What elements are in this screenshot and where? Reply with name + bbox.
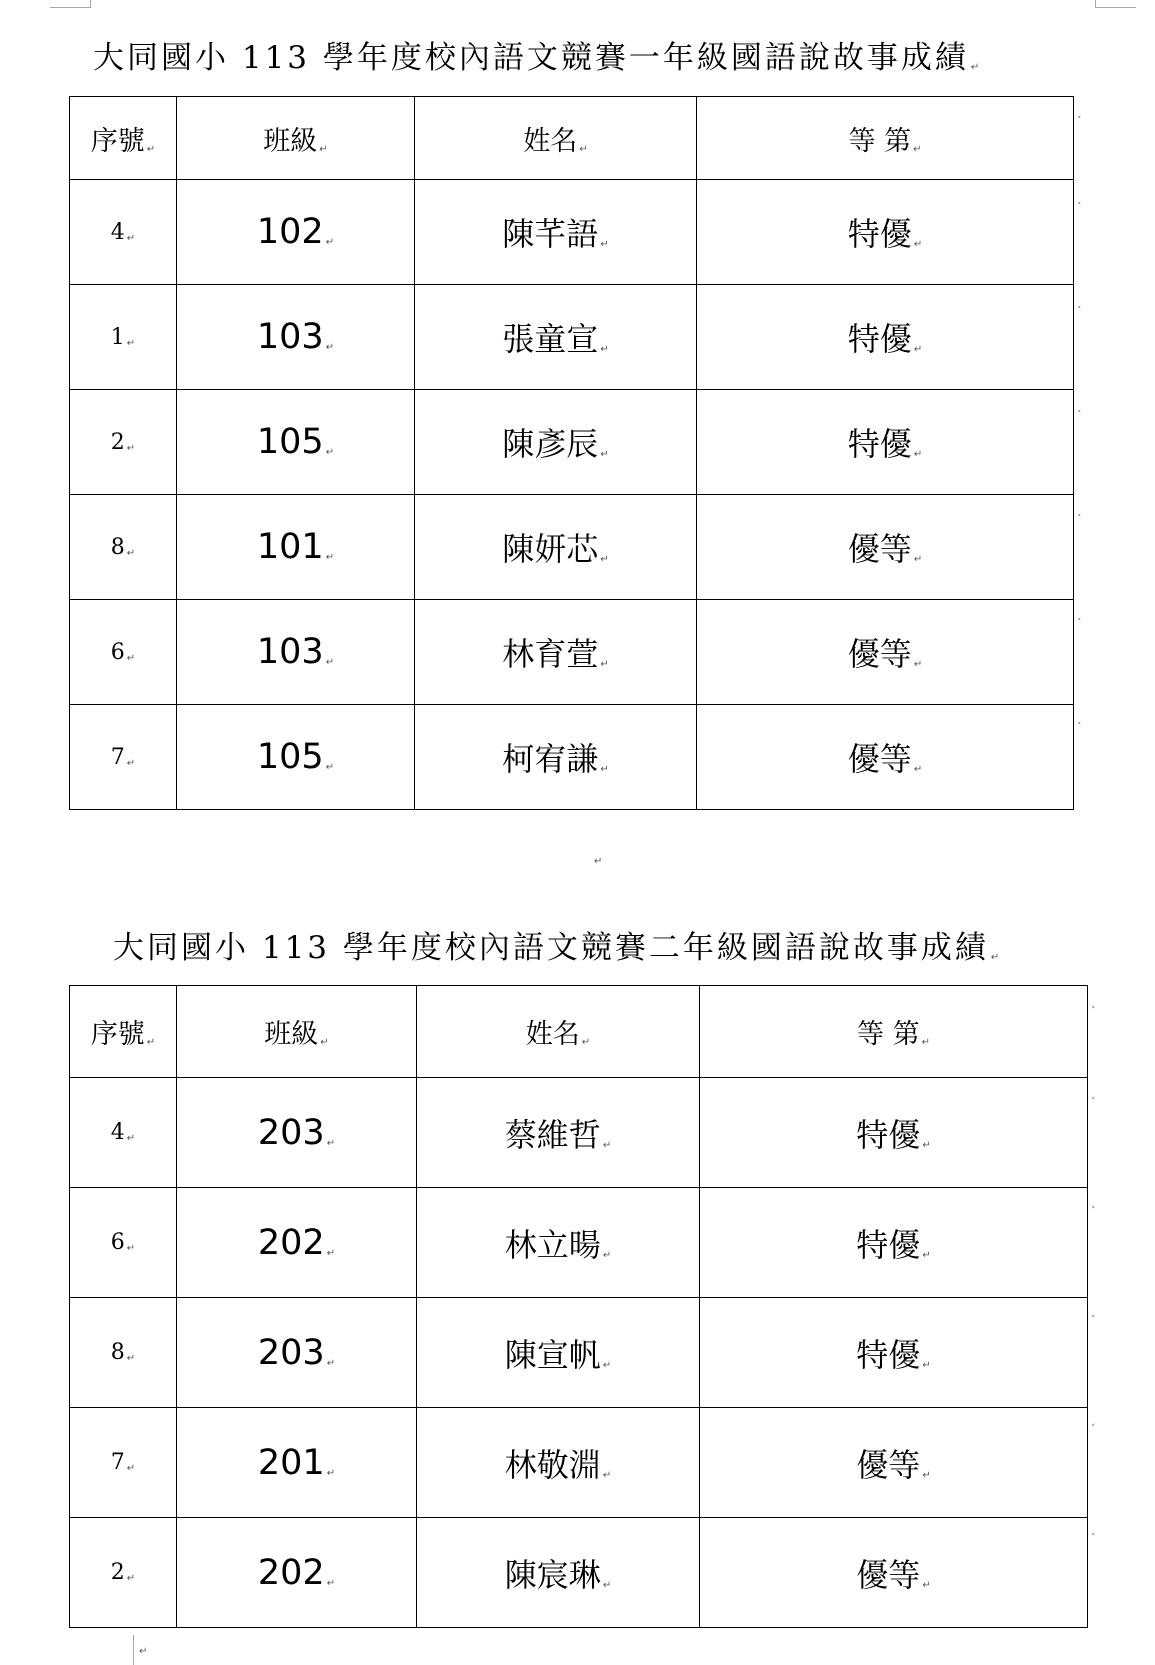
header-name: 姓名 ↵ (417, 986, 700, 1078)
cell-class: 103 ↵ (177, 600, 415, 705)
header-grade: 等 第 ↵ (700, 986, 1088, 1078)
row-end-mark-icon: ˂ (1091, 1424, 1096, 1434)
cell-class: 105 ↵ (177, 705, 415, 810)
header-seq: 序號 ↵ (70, 986, 177, 1078)
table-row (70, 495, 1074, 600)
table-row (70, 1408, 1088, 1518)
row-end-mark-icon: ˂ (1077, 410, 1082, 420)
paragraph-mark-icon: ↵ (594, 856, 603, 867)
row-end-mark-icon: ˂ (1091, 1006, 1096, 1016)
cell-seq: 7 ↵ (70, 705, 177, 810)
cell-seq: 6 ↵ (70, 1188, 177, 1298)
cell-grade: 特優 ↵ (700, 1298, 1088, 1408)
paragraph-mark-icon: ↵ (990, 952, 1000, 963)
row-end-mark-icon: ˂ (1077, 306, 1082, 316)
row-end-mark-icon: ˂ (1077, 618, 1082, 628)
cell-seq: 6 ↵ (70, 600, 177, 705)
cell-name: 張童宣 ↵ (415, 285, 697, 390)
cell-name: 陳宸琳 ↵ (417, 1518, 700, 1628)
cell-name: 陳彥辰 ↵ (415, 390, 697, 495)
section-1-title-text: 大同國小 113 學年度校內語文競賽一年級國語說故事成績 (93, 40, 969, 76)
row-end-mark-icon: ˂ (1077, 202, 1082, 212)
row-end-mark-icon: ˂ (1091, 1533, 1096, 1543)
table-header-row (70, 986, 1088, 1078)
cell-grade: 特優 ↵ (697, 180, 1074, 285)
row-end-mark-icon: ˂ (1091, 1315, 1096, 1325)
cell-name: 林敬淵 ↵ (417, 1408, 700, 1518)
cell-seq: 1 ↵ (70, 285, 177, 390)
cell-name: 陳芊語 ↵ (415, 180, 697, 285)
grade-2-results-table (69, 985, 1088, 1628)
table-row (70, 1298, 1088, 1408)
header-class: 班級 ↵ (177, 97, 415, 180)
cell-seq: 7 ↵ (70, 1408, 177, 1518)
paragraph-mark-icon: ↵ (139, 1646, 148, 1657)
section-2-title (113, 922, 999, 967)
table-row (70, 1518, 1088, 1628)
header-class: 班級 ↵ (177, 986, 417, 1078)
row-end-mark-icon: ˂ (1077, 116, 1082, 126)
cell-seq: 2 ↵ (70, 1518, 177, 1628)
cell-grade: 特優 ↵ (697, 285, 1074, 390)
cell-class: 203 ↵ (177, 1078, 417, 1188)
cell-name: 林育萱 ↵ (415, 600, 697, 705)
cell-seq: 4 ↵ (70, 1078, 177, 1188)
table-row (70, 285, 1074, 390)
cell-name: 蔡維哲 ↵ (417, 1078, 700, 1188)
cell-name: 陳妍芯 ↵ (415, 495, 697, 600)
cell-grade: 優等 ↵ (697, 705, 1074, 810)
cell-class: 202 ↵ (177, 1518, 417, 1628)
row-end-mark-icon: ˂ (1091, 1206, 1096, 1216)
header-name: 姓名 ↵ (415, 97, 697, 180)
table-row (70, 705, 1074, 810)
cell-seq: 4 ↵ (70, 180, 177, 285)
cell-seq: 8 ↵ (70, 495, 177, 600)
header-seq: 序號 ↵ (70, 97, 177, 180)
cell-seq: 8 ↵ (70, 1298, 177, 1408)
table-row (70, 390, 1074, 495)
table-row (70, 600, 1074, 705)
table-row (70, 180, 1074, 285)
paragraph-mark-icon: ↵ (970, 62, 980, 73)
cell-name: 林立暘 ↵ (417, 1188, 700, 1298)
cell-grade: 優等 ↵ (700, 1518, 1088, 1628)
cell-grade: 特優 ↵ (697, 390, 1074, 495)
cell-seq: 2 ↵ (70, 390, 177, 495)
section-2-title-text: 大同國小 113 學年度校內語文競賽二年級國語說故事成績 (113, 930, 989, 966)
section-1-title (93, 32, 979, 77)
cell-name: 柯宥謙 ↵ (415, 705, 697, 810)
grade-1-results-table (69, 96, 1074, 810)
cell-grade: 特優 ↵ (700, 1188, 1088, 1298)
row-end-mark-icon: ˂ (1077, 514, 1082, 524)
row-end-mark-icon: ˂ (1091, 1097, 1096, 1107)
cell-grade: 特優 ↵ (700, 1078, 1088, 1188)
cell-grade: 優等 ↵ (700, 1408, 1088, 1518)
cell-class: 101 ↵ (177, 495, 415, 600)
cell-class: 202 ↵ (177, 1188, 417, 1298)
cell-class: 105 ↵ (177, 390, 415, 495)
cell-grade: 優等 ↵ (697, 495, 1074, 600)
page-corner-mark-top-right (1095, 0, 1136, 8)
table-header-row (70, 97, 1074, 180)
header-grade: 等 第 ↵ (697, 97, 1074, 180)
table-row (70, 1078, 1088, 1188)
cell-class: 103 ↵ (177, 285, 415, 390)
cell-class: 102 ↵ (177, 180, 415, 285)
cell-name: 陳宣帆 ↵ (417, 1298, 700, 1408)
page-corner-mark-top-left (50, 0, 91, 8)
cell-class: 203 ↵ (177, 1298, 417, 1408)
table-row (70, 1188, 1088, 1298)
cell-class: 201 ↵ (177, 1408, 417, 1518)
row-end-mark-icon: ˂ (1077, 722, 1082, 732)
cell-grade: 優等 ↵ (697, 600, 1074, 705)
